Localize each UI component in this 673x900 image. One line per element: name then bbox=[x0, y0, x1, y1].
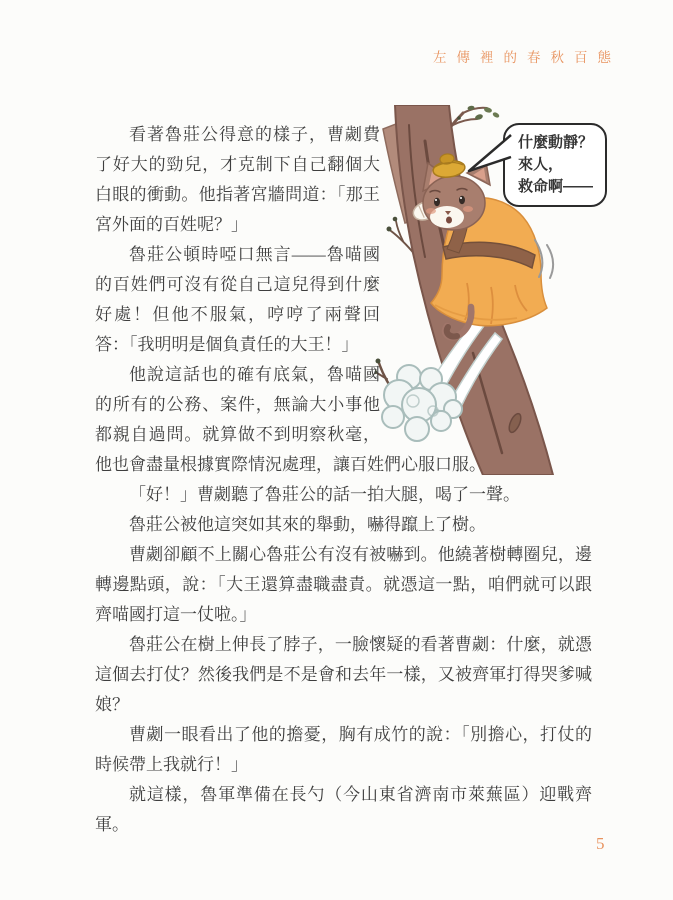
story-paragraph: 魯莊公被他這突如其來的舉動，嚇得躥上了樹。 bbox=[129, 515, 486, 534]
story-paragraph: 魯莊公頓時啞口無言——魯喵國的百姓們可沒有從自己這兒得到什麼好處！但他不服氣，哼哼了兩聲回答：「我明明是個負責任的大王！」 bbox=[95, 245, 380, 354]
story-paragraph: 就這樣，魯軍準備在長勺（今山東省濟南市萊蕪區）迎戰齊軍。 bbox=[95, 785, 592, 834]
speech-bubble-line: 救命啊—— bbox=[518, 178, 594, 195]
story-paragraph: 「好！」曹劌聽了魯莊公的話一拍大腿，喝了一聲。 bbox=[129, 485, 520, 504]
story-text-block bbox=[95, 120, 592, 840]
speech-bubble-line: 什麼動靜？ bbox=[518, 134, 594, 151]
running-head-title: 左傳裡的春秋百態 bbox=[433, 50, 621, 65]
story-paragraph: 曹劌一眼看出了他的擔憂，胸有成竹的說：「別擔心，打仗的時候帶上我就行！」 bbox=[95, 725, 592, 774]
illustration-wrap-spacer bbox=[380, 120, 592, 450]
story-paragraph: 魯莊公在樹上伸長了脖子，一臉懷疑的看著曹劌：什麼，就憑這個去打仗？然後我們是不是會和去年一樣，又被齊軍打得哭爹喊娘？ bbox=[95, 635, 592, 714]
story-paragraph: 他說這話也的確有底氣，魯喵國的所有的公務、案件，無論大小事他都親自過問。就算做不到明察秋毫，他也會盡量根據實際情況處理，讓百姓們心服口服。 bbox=[95, 365, 486, 474]
page-number: 5 bbox=[596, 834, 605, 853]
speech-bubble-line: 來人， bbox=[518, 156, 564, 173]
story-paragraph: 曹劌卻顧不上關心魯莊公有沒有被嚇到。他繞著樹轉圈兒，邊轉邊點頭，說：「大王還算盡職盡責。就憑這一點，咱們就可以跟齊喵國打這一仗啦。」 bbox=[95, 545, 592, 624]
story-paragraph: 看著魯莊公得意的樣子，曹劌費了好大的勁兒，才克制下自己翻個大白眼的衝動。他指著宮牆問道：「那王宮外面的百姓呢？」 bbox=[95, 125, 380, 234]
